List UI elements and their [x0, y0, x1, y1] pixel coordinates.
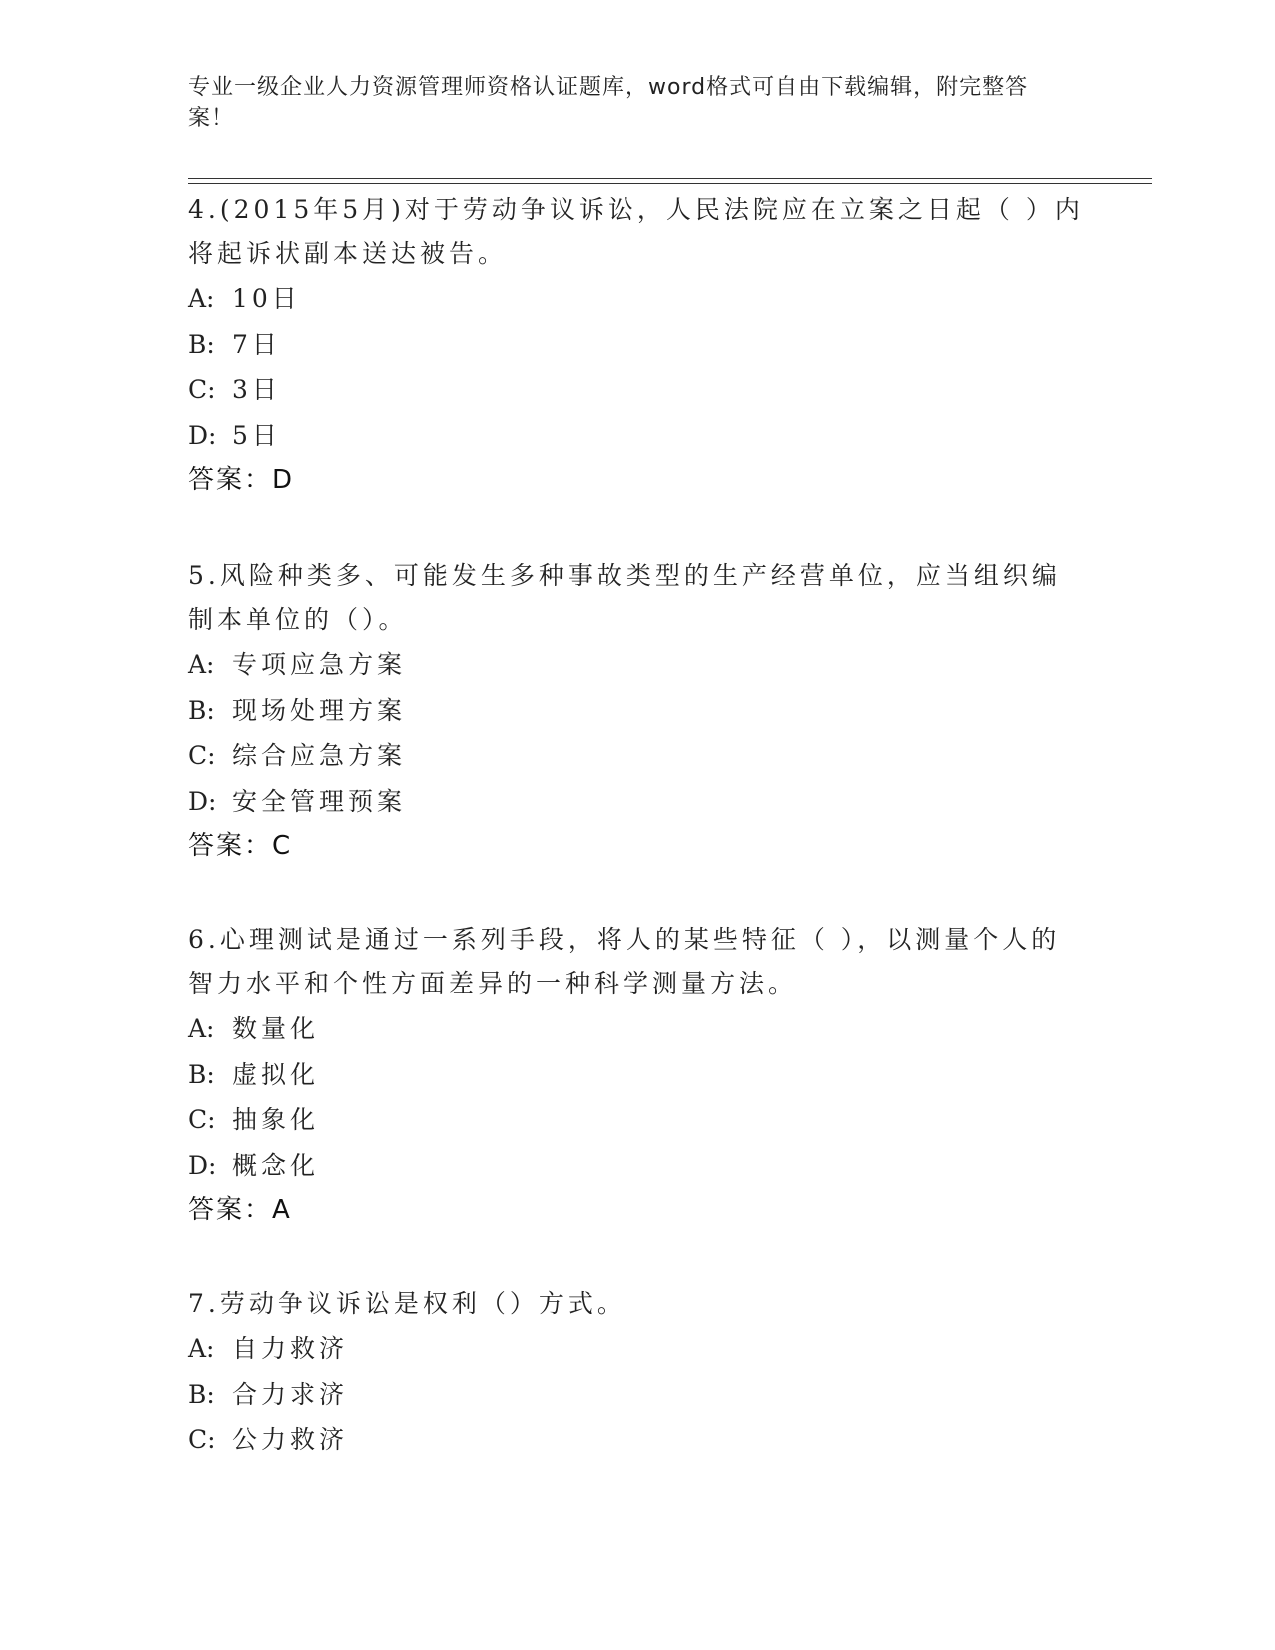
option-d — [188, 1143, 1088, 1189]
header-divider-bottom — [188, 183, 1152, 184]
option-c — [188, 733, 1088, 779]
option-c — [188, 367, 1088, 413]
option-a — [188, 642, 1088, 688]
option-letter: A: — [188, 1014, 215, 1043]
option-b — [188, 1372, 1088, 1418]
option-text: 概念化 — [232, 1150, 320, 1180]
option-letter: D: — [188, 1150, 217, 1180]
option-text: 合力求济 — [232, 1379, 349, 1409]
option-d — [188, 779, 1088, 825]
option-b — [188, 688, 1088, 734]
option-text: 抽象化 — [232, 1105, 320, 1134]
option-c — [188, 1097, 1088, 1143]
answer-line: 答案：D — [188, 465, 295, 495]
question-4 — [188, 188, 1088, 502]
document-header: 专业一级企业人力资源管理师资格认证题库，word格式可自由下载编辑，附完整答案！ — [188, 75, 1029, 131]
option-letter: B: — [188, 329, 215, 359]
question-stem: 6.心理测试是通过一系列手段，将人的某些特征（ ），以测量个人的智力水平和个性方面差异的一种科学测量方法。 — [188, 925, 1061, 998]
option-b — [188, 322, 1088, 368]
option-letter: C: — [188, 741, 216, 770]
answer-line: 答案：C — [188, 831, 293, 861]
option-text: 现场处理方案 — [232, 695, 407, 725]
option-b — [188, 1052, 1088, 1098]
question-stem: 7.劳动争议诉讼是权利（）方式。 — [188, 1289, 626, 1318]
option-text: 3日 — [232, 375, 281, 404]
option-letter: C: — [188, 1425, 216, 1454]
option-text: 数量化 — [232, 1014, 320, 1043]
option-letter: A: — [188, 650, 215, 679]
option-letter: A: — [188, 284, 215, 313]
option-text: 7日 — [232, 329, 281, 359]
option-text: 10日 — [232, 284, 301, 313]
option-text: 安全管理预案 — [232, 786, 407, 816]
option-text: 专项应急方案 — [232, 650, 407, 679]
option-letter: C: — [188, 375, 216, 404]
option-letter: C: — [188, 1105, 216, 1134]
question-stem: 4.(2015年5月)对于劳动争议诉讼，人民法院应在立案之日起（ ）内将起诉状副本送达被告。 — [188, 195, 1084, 268]
option-letter: B: — [188, 1379, 215, 1409]
option-letter: A: — [188, 1334, 215, 1363]
option-text: 公力救济 — [232, 1425, 349, 1454]
option-a — [188, 276, 1088, 322]
option-text: 综合应急方案 — [232, 741, 407, 770]
header-divider-top — [188, 178, 1152, 179]
question-7 — [188, 1282, 1088, 1463]
option-text: 自力救济 — [232, 1334, 349, 1363]
option-c — [188, 1417, 1088, 1463]
option-a — [188, 1326, 1088, 1372]
question-5 — [188, 554, 1088, 868]
option-letter: B: — [188, 1059, 215, 1089]
option-text: 5日 — [232, 420, 281, 450]
option-d — [188, 413, 1088, 459]
option-a — [188, 1006, 1088, 1052]
answer-line: 答案：A — [188, 1195, 292, 1225]
option-letter: B: — [188, 695, 215, 725]
option-text: 虚拟化 — [232, 1059, 320, 1089]
question-stem: 5.风险种类多、可能发生多种事故类型的生产经营单位，应当组织编制本单位的（）。 — [188, 561, 1061, 634]
question-6 — [188, 918, 1088, 1232]
option-letter: D: — [188, 786, 217, 816]
option-letter: D: — [188, 420, 217, 450]
